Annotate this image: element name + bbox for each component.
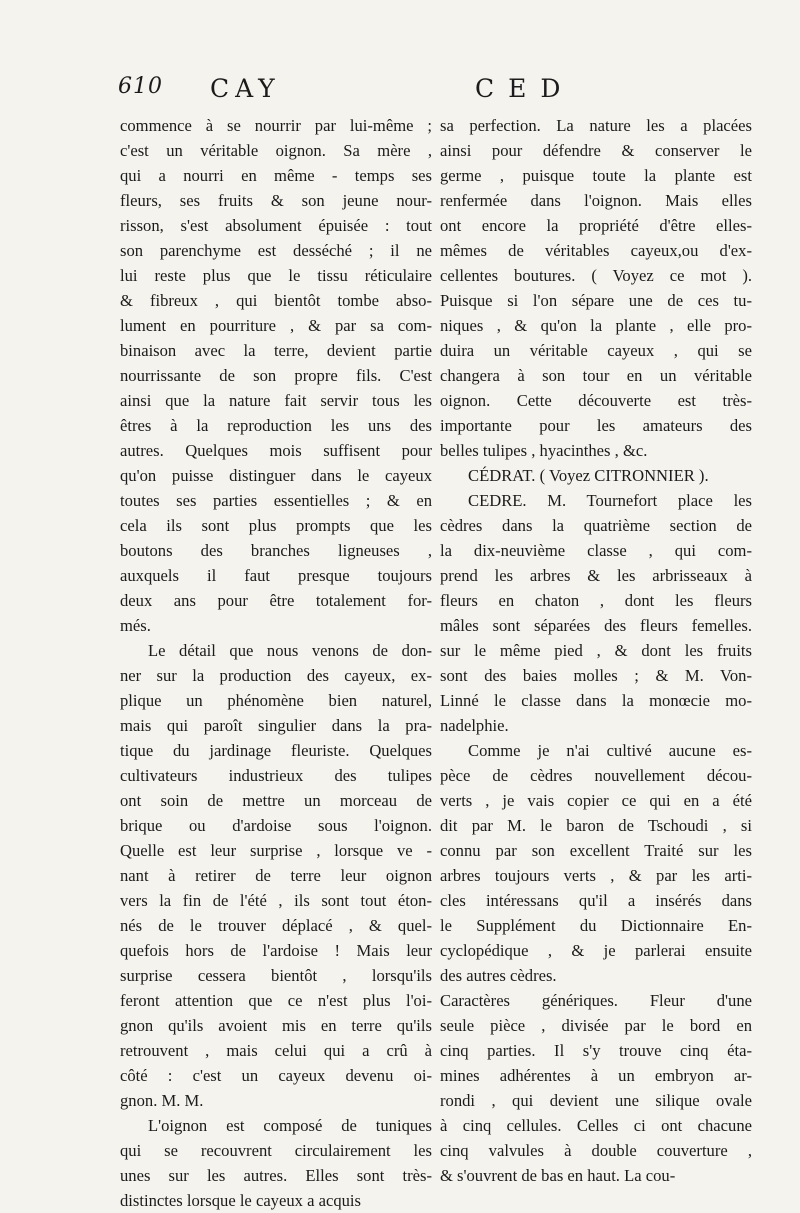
text-line: distinctes lorsque le cayeux a acquis [120, 1191, 361, 1210]
text-line: ont encore la propriété d'être elles- [440, 216, 752, 235]
text-line: cela ils sont plus prompts que les [120, 516, 432, 535]
text-line: qui a nourri en même - temps ses [120, 166, 432, 185]
text-line: c'est un véritable oignon. Sa mère , [120, 141, 432, 160]
text-line: qu'on puisse distinguer dans le cayeux [120, 466, 432, 485]
text-line: le Supplément du Dictionnaire En- [440, 916, 752, 935]
text-line: son parenchyme est desséché ; il ne [120, 241, 432, 260]
text-line: autres. Quelques mois suffisent pour [120, 441, 432, 460]
text-line: importante pour les amateurs des [440, 416, 752, 435]
text-line: gnon. M. M. [120, 1091, 204, 1110]
text-line: ont soin de mettre un morceau de [120, 791, 432, 810]
text-line: Puisque si l'on sépare une de ces tu- [440, 291, 752, 310]
text-line: duira un véritable cayeux , qui se [440, 341, 752, 360]
text-line: CEDRE. M. Tournefort place les [468, 491, 752, 510]
text-column-right [440, 113, 752, 1188]
text-line: seule pièce , divisée par le bord en [440, 1016, 752, 1035]
text-line: Le détail que nous venons de don- [148, 641, 432, 660]
text-line: toutes ses parties essentielles ; & en [120, 491, 432, 510]
text-line: cultivateurs industrieux des tulipes [120, 766, 432, 785]
text-line: fleurs, ses fruits & son jeune nour- [120, 191, 432, 210]
text-line: brique ou d'ardoise sous l'oignon. [120, 816, 432, 835]
text-line: feront attention que ce n'est plus l'oi- [120, 991, 432, 1010]
text-line: nant à retirer de terre leur oignon [120, 866, 432, 885]
text-line: mais qui paroît singulier dans la pra- [120, 716, 432, 735]
text-line: vers la fin de l'été , ils sont tout éton- [120, 891, 432, 910]
text-line: lui reste plus que le tissu réticulaire [120, 266, 432, 285]
text-line: fleurs en chaton , dont les fleurs [440, 591, 752, 610]
text-line: tique du jardinage fleuriste. Quelques [120, 741, 432, 760]
text-line: cellentes boutures. ( Voyez ce mot ). [440, 266, 752, 285]
text-line: qui se recouvrent circulairement les [120, 1141, 432, 1160]
text-line: Caractères génériques. Fleur d'une [440, 991, 752, 1010]
text-line: nés de le trouver déplacé , & quel- [120, 916, 432, 935]
text-line: cèdres dans la quatrième section de [440, 516, 752, 535]
text-line: niques , & qu'on la plante , elle pro- [440, 316, 752, 335]
text-line: changera à son tour en un véritable [440, 366, 752, 385]
text-line: prend les arbres & les arbrisseaux à [440, 566, 752, 585]
text-line: quefois hors de l'ardoise ! Mais leur [120, 941, 432, 960]
text-line: êtres à la reproduction les uns des [120, 416, 432, 435]
text-line: belles tulipes , hyacinthes , &c. [440, 441, 648, 460]
text-line: més. [120, 616, 151, 635]
text-line: retrouvent , mais celui qui a crû à [120, 1041, 432, 1060]
running-head-left: CAY [210, 74, 281, 103]
text-line: Comme je n'ai cultivé aucune es- [468, 741, 752, 760]
text-line: commence à se nourrir par lui-même ; [120, 116, 432, 135]
text-line: cyclopédique , & je parlerai ensuite [440, 941, 752, 960]
text-line: L'oignon est composé de tuniques [148, 1116, 432, 1135]
text-column-left [120, 113, 432, 1213]
text-line: oignon. Cette découverte est très- [440, 391, 752, 410]
text-line: auxquels il faut presque toujours [120, 566, 432, 585]
text-line: & fibreux , qui bientôt tombe abso- [120, 291, 432, 310]
text-line: ainsi que la nature fait servir tous les [120, 391, 432, 410]
text-line: cles intéressans qu'il a insérés dans [440, 891, 752, 910]
text-line: connu par son excellent Traité sur les [440, 841, 752, 860]
running-header [0, 74, 800, 114]
text-line: & s'ouvrent de bas en haut. La cou- [440, 1166, 676, 1185]
text-line: des autres cèdres. [440, 966, 557, 985]
text-line: verts , je vais copier ce qui en a été [440, 791, 752, 810]
text-line: Quelle est leur surprise , lorsque ve - [120, 841, 432, 860]
text-line: surprise cessera bientôt , lorsqu'ils [120, 966, 432, 985]
text-line: nadelphie. [440, 716, 509, 735]
text-line: sur le même pied , & dont les fruits [440, 641, 752, 660]
text-line: deux ans pour être totalement for- [120, 591, 432, 610]
text-line: mâles sont séparées des fleurs femelles. [440, 616, 752, 635]
running-head-right: CED [475, 74, 575, 103]
text-line: ainsi pour défendre & conserver le [440, 141, 752, 160]
text-line: mines adhérentes à un embryon ar- [440, 1066, 752, 1085]
text-line: mêmes de véritables cayeux,ou d'ex- [440, 241, 752, 260]
text-line: la dix-neuvième classe , qui com- [440, 541, 752, 560]
text-line: binaison avec la terre, devient partie [120, 341, 432, 360]
text-line: ner sur la production des cayeux, ex- [120, 666, 432, 685]
text-line: lument en pourriture , & par sa com- [120, 316, 432, 335]
text-line: plique un phénomène bien naturel, [120, 691, 432, 710]
text-line: unes sur les autres. Elles sont très- [120, 1166, 432, 1185]
text-line: cinq valvules à double couverture , [440, 1141, 752, 1160]
text-line: pèce de cèdres nouvellement décou- [440, 766, 752, 785]
text-line: nourrissante de son propre fils. C'est [120, 366, 432, 385]
text-line: Linné le classe dans la monœcie mo- [440, 691, 752, 710]
text-line: rondi , qui devient une silique ovale [440, 1091, 752, 1110]
text-line: risson, s'est absolument épuisée : tout [120, 216, 432, 235]
text-line: à cinq cellules. Celles ci ont chacune [440, 1116, 752, 1135]
text-line: côté : c'est un cayeux devenu oi- [120, 1066, 432, 1085]
text-line: cinq parties. Il s'y trouve cinq éta- [440, 1041, 752, 1060]
text-line: boutons des branches ligneuses , [120, 541, 432, 560]
text-line: dit par M. le baron de Tschoudi , si [440, 816, 752, 835]
text-line: sont des baies molles ; & M. Von- [440, 666, 752, 685]
text-line: sa perfection. La nature les a placées [440, 116, 752, 135]
text-line: gnon qu'ils avoient mis en terre qu'ils [120, 1016, 432, 1035]
page-number: 610 [118, 74, 163, 99]
text-line: CÉDRAT. ( Voyez CITRONNIER ). [468, 466, 709, 485]
text-line: arbres toujours verts , & par les arti- [440, 866, 752, 885]
text-line: renfermée dans l'oignon. Mais elles [440, 191, 752, 210]
text-line: germe , puisque toute la plante est [440, 166, 752, 185]
